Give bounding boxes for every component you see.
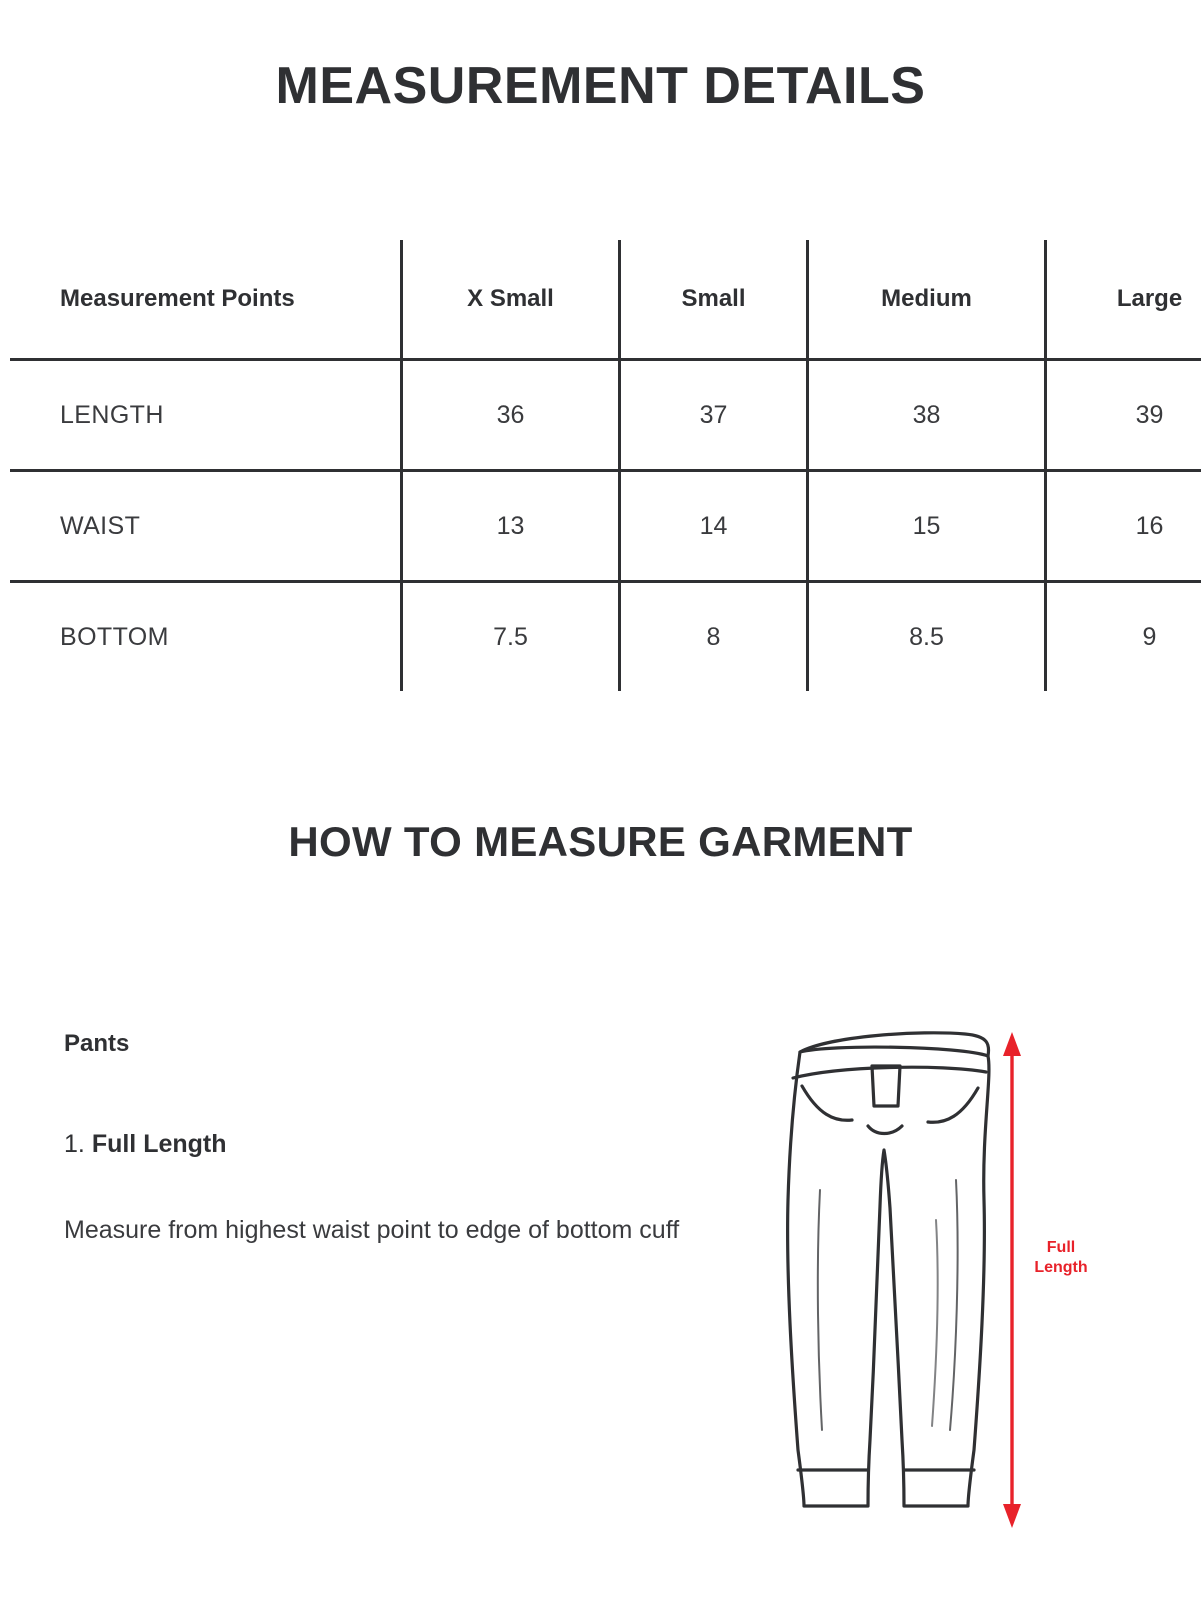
step-number: 1. [64,1130,85,1158]
pants-diagram [760,1010,1160,1570]
arrow-label-line-1: Full [1046,1239,1076,1256]
page-title: MEASUREMENT DETAILS [275,57,926,115]
cell-length-medium: 38 [808,360,1046,471]
table-body [10,360,1201,692]
full-length-arrow-label [1018,1238,1104,1278]
cell-waist-medium: 15 [808,471,1046,582]
table-header [10,240,1201,360]
arrow-label-line-2: Length [1034,1259,1088,1276]
column-header-large: Large [1046,240,1201,360]
cell-bottom-small: 8 [620,582,808,692]
full-length-arrow [1003,1032,1021,1528]
cell-waist-small: 14 [620,471,808,582]
row-label-bottom: BOTTOM [60,622,169,651]
table-row [10,582,1201,692]
table-row [10,471,1201,582]
table-header-row [10,240,1201,360]
garment-type-label: Pants [64,1030,130,1057]
column-header-small: Small [620,240,808,360]
table-row [10,360,1201,471]
row-label-waist: WAIST [10,471,402,582]
cell-length-small: 37 [620,360,808,471]
cell-length-large: 39 [1046,360,1201,471]
column-header-measurement-points: Measurement Points [10,240,402,360]
measurement-table [10,240,1201,691]
cell-bottom-x-small: 7.5 [402,582,620,692]
cell-waist-x-small: 13 [402,471,620,582]
cell-bottom-large: 9 [1046,582,1201,692]
measurement-table-container [10,240,1190,691]
row-label-length: LENGTH [10,360,402,471]
section-title-how-to-measure: HOW TO MEASURE GARMENT [288,818,913,865]
step-description: Measure from highest waist point to edge of bottom cuff [64,1216,680,1244]
step-heading [64,1130,227,1159]
step-name: Full Length [91,1130,227,1158]
column-header-x-small: X Small [402,240,620,360]
cell-bottom-medium: 8.5 [808,582,1046,692]
cell-waist-large: 16 [1046,471,1201,582]
column-header-medium: Medium [808,240,1046,360]
cell-length-x-small: 36 [402,360,620,471]
